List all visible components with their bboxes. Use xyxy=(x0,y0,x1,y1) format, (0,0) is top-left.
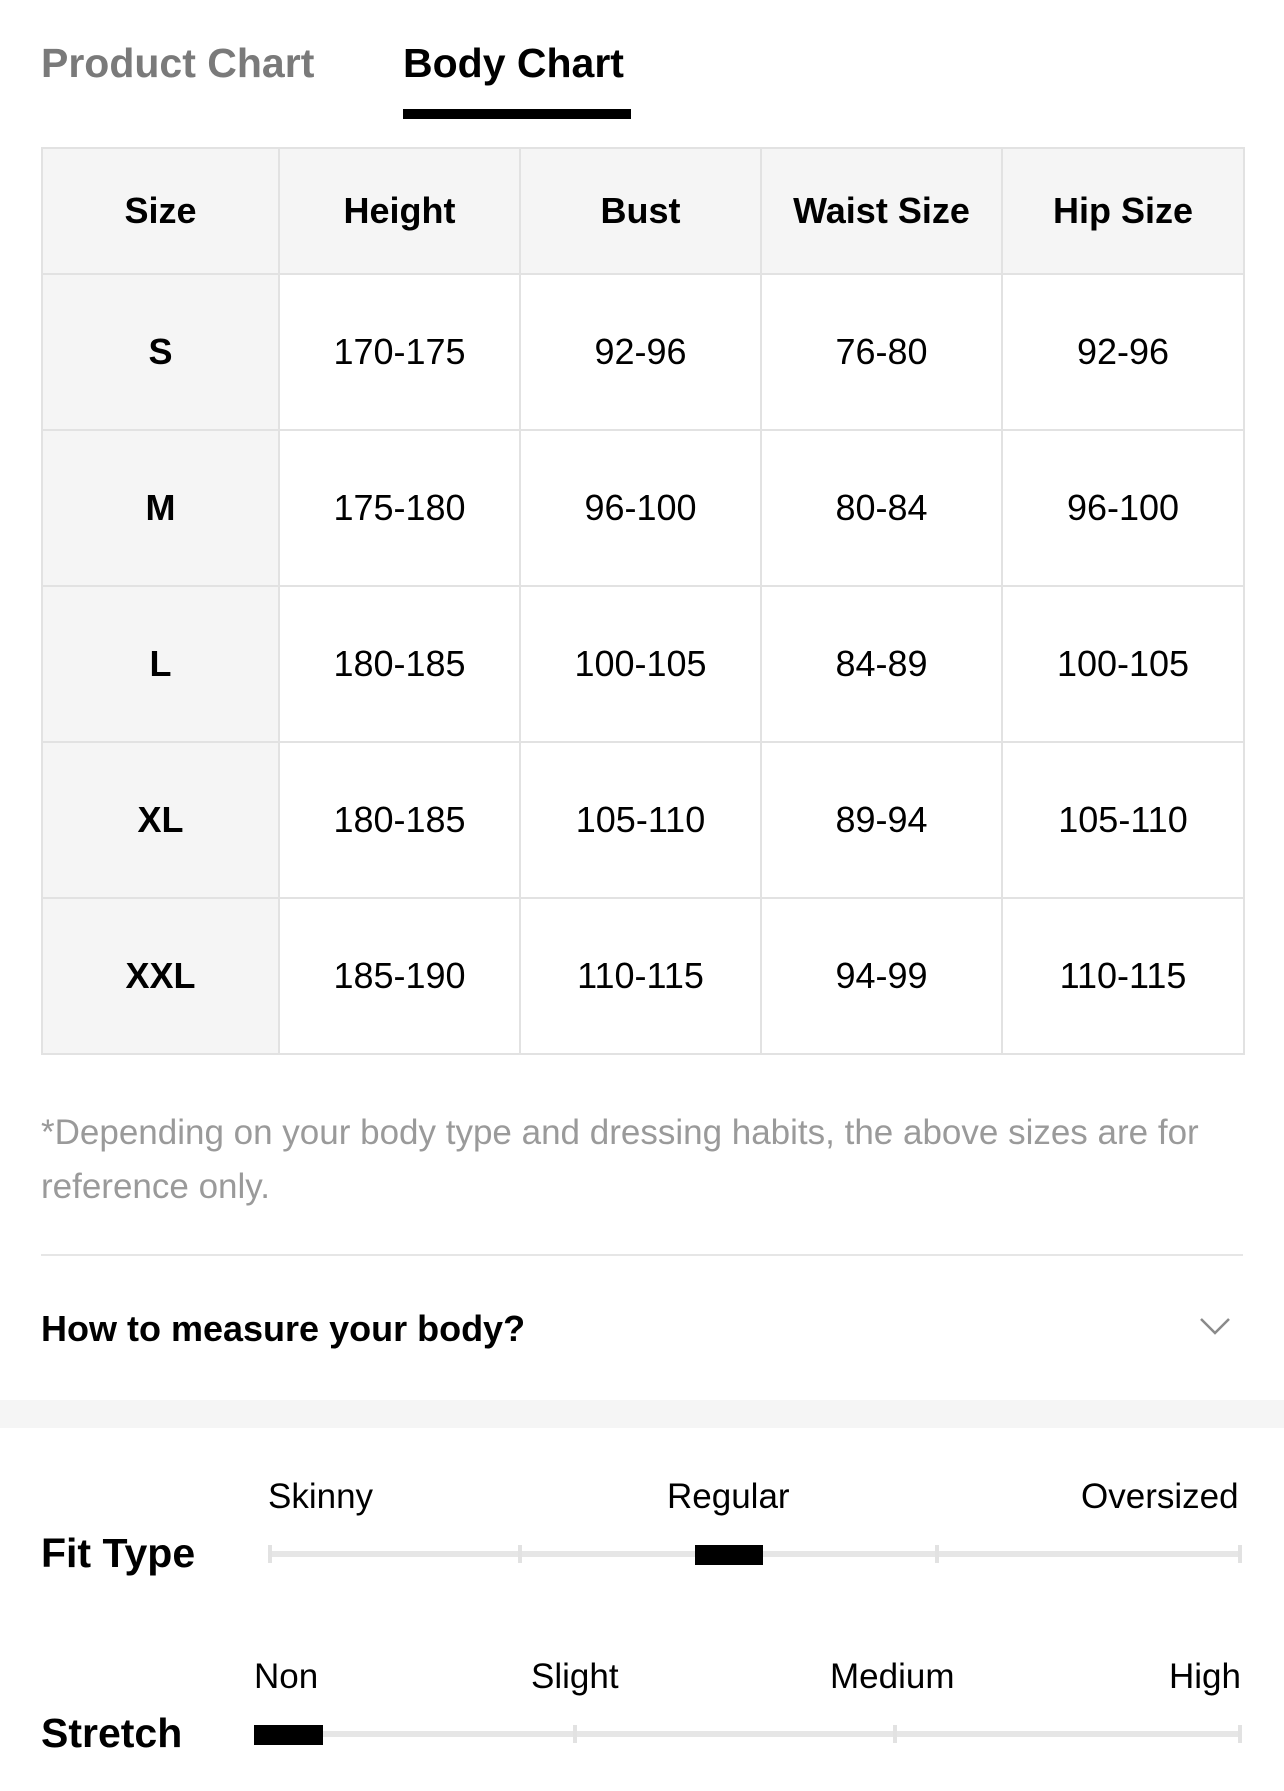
hip-cell: 105-110 xyxy=(1002,742,1244,898)
stretch-label-medium: Medium xyxy=(830,1657,955,1696)
header-waist-size: Waist Size xyxy=(761,148,1002,274)
header-height: Height xyxy=(279,148,520,274)
fit-type-label-regular: Regular xyxy=(667,1477,790,1516)
active-tab-underline xyxy=(403,109,631,119)
bust-cell: 110-115 xyxy=(520,898,761,1054)
hip-cell: 110-115 xyxy=(1002,898,1244,1054)
size-cell: S xyxy=(42,274,279,430)
size-cell: XXL xyxy=(42,898,279,1054)
header-hip-size: Hip Size xyxy=(1002,148,1244,274)
height-cell: 180-185 xyxy=(279,742,520,898)
size-cell: L xyxy=(42,586,279,742)
fit-type-tick xyxy=(518,1545,522,1563)
section-divider xyxy=(41,1254,1243,1256)
height-cell: 175-180 xyxy=(279,430,520,586)
how-to-measure-toggle[interactable] xyxy=(41,1300,1243,1360)
fit-type-label-skinny: Skinny xyxy=(268,1477,374,1516)
hip-cell: 96-100 xyxy=(1002,430,1244,586)
hip-cell: 92-96 xyxy=(1002,274,1244,430)
stretch-tick xyxy=(573,1725,577,1743)
hip-cell: 100-105 xyxy=(1002,586,1244,742)
fit-type-indicator xyxy=(695,1545,763,1565)
chevron-down-icon[interactable] xyxy=(1195,1306,1235,1346)
body-size-table xyxy=(41,147,1245,1055)
size-cell: XL xyxy=(42,742,279,898)
header-size: Size xyxy=(42,148,279,274)
height-cell: 185-190 xyxy=(279,898,520,1054)
height-cell: 170-175 xyxy=(279,274,520,430)
fit-type-label-oversized: Oversized xyxy=(1081,1477,1239,1516)
stretch-scale-track xyxy=(254,1731,1242,1737)
size-disclaimer-note: *Depending on your body type and dressing habits, the above sizes are for reference only. xyxy=(41,1113,1199,1206)
waist-cell: 84-89 xyxy=(761,586,1002,742)
stretch-label-slight: Slight xyxy=(531,1657,619,1696)
waist-cell: 89-94 xyxy=(761,742,1002,898)
fit-type-tick xyxy=(935,1545,939,1563)
bust-cell: 96-100 xyxy=(520,430,761,586)
table-row xyxy=(42,430,1244,586)
tab-body-chart[interactable]: Body Chart xyxy=(403,40,624,86)
height-cell: 180-185 xyxy=(279,586,520,742)
table-row xyxy=(42,274,1244,430)
waist-cell: 80-84 xyxy=(761,430,1002,586)
stretch-tick xyxy=(1238,1725,1242,1743)
how-to-measure-label: How to measure your body? xyxy=(41,1308,526,1349)
table-row xyxy=(42,586,1244,742)
stretch-title: Stretch xyxy=(41,1710,183,1756)
bust-cell: 92-96 xyxy=(520,274,761,430)
size-cell: M xyxy=(42,430,279,586)
stretch-label-non: Non xyxy=(254,1657,319,1696)
bust-cell: 105-110 xyxy=(520,742,761,898)
waist-cell: 94-99 xyxy=(761,898,1002,1054)
fit-type-title: Fit Type xyxy=(41,1530,196,1576)
tab-product-chart[interactable]: Product Chart xyxy=(41,40,315,86)
table-row xyxy=(42,742,1244,898)
fit-type-tick xyxy=(268,1545,272,1563)
stretch-tick xyxy=(893,1725,897,1743)
header-bust: Bust xyxy=(520,148,761,274)
waist-cell: 76-80 xyxy=(761,274,1002,430)
section-separator-band xyxy=(0,1400,1284,1428)
fit-type-tick xyxy=(1238,1545,1242,1563)
table-header-row xyxy=(42,148,1244,274)
stretch-indicator xyxy=(254,1725,323,1745)
bust-cell: 100-105 xyxy=(520,586,761,742)
table-row xyxy=(42,898,1244,1054)
stretch-label-high: High xyxy=(1169,1657,1241,1696)
